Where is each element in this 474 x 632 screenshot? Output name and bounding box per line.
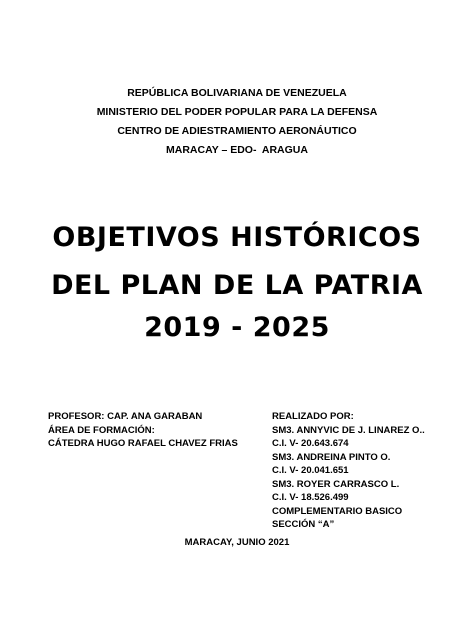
- header-location: MARACAY – EDO- ARAGUA: [166, 144, 308, 156]
- author-2-ci: C.I. V- 20.041.651: [272, 465, 349, 476]
- header-ministry: MINISTERIO DEL PODER POPULAR PARA LA DEFENSA: [96, 106, 378, 118]
- author-2-name: SM3. ANDREINA PINTO O.: [272, 451, 391, 463]
- document-title: [0, 214, 474, 310]
- course-section: SECCIÓN “A”: [272, 519, 335, 530]
- area-formacion: ÁREA DE FORMACIÓN:: [48, 424, 155, 436]
- header-republic: REPÚBLICA BOLIVARIANA DE VENEZUELA: [127, 87, 347, 99]
- place-date: MARACAY, JUNIO 2021: [184, 537, 290, 548]
- header-center: CENTRO DE ADIESTRAMIENTO AERONÁUTICO: [117, 125, 357, 137]
- author-1-ci: C.I. V- 20.643.674: [272, 438, 349, 449]
- realizado-block: [272, 410, 425, 532]
- realizado-label: REALIZADO POR:: [272, 411, 354, 422]
- course-name: COMPLEMENTARIO BASICO: [272, 505, 403, 517]
- author-3-name: SM3. ROYER CARRASCO L.: [272, 478, 400, 490]
- profesor-name: PROFESOR: CAP. ANA GARABAN: [48, 411, 203, 422]
- catedra: CÁTEDRA HUGO RAFAEL CHAVEZ FRIAS: [48, 438, 238, 449]
- author-3-ci: C.I. V- 18.526.499: [272, 492, 349, 503]
- author-1-name: SM3. ANNYVIC DE J. LINAREZ O..: [272, 424, 425, 436]
- profesor-block: [48, 410, 238, 451]
- title-years: 2019 - 2025: [144, 312, 330, 343]
- title-line-2: DEL PLAN DE LA PATRIA: [51, 270, 423, 301]
- title-line-1: OBJETIVOS HISTÓRICOS: [52, 222, 422, 253]
- institution-header: [0, 84, 474, 160]
